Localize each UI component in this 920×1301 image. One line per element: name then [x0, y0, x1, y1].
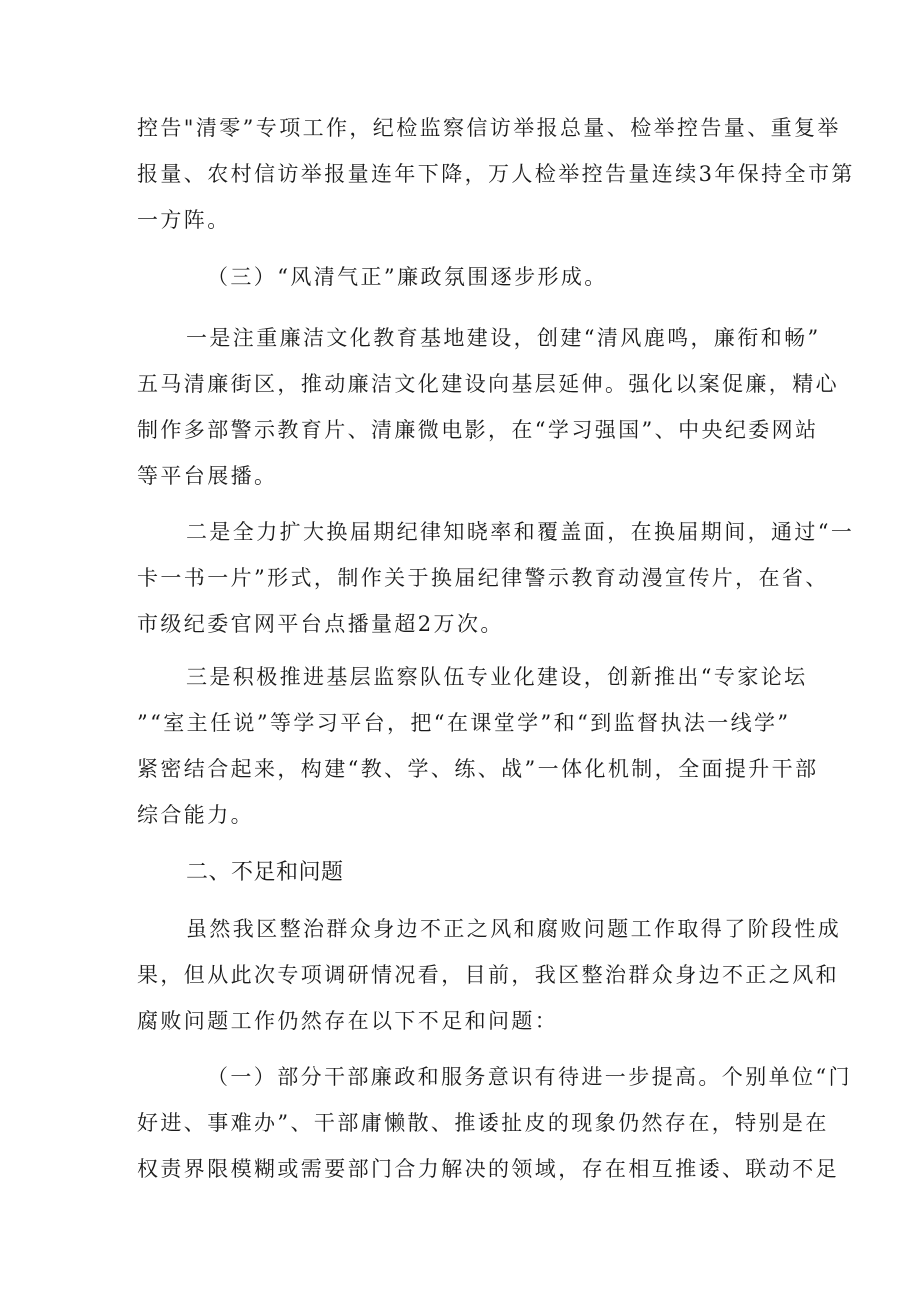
paragraph-line: 二是全力扩大换届期纪律知晓率和覆盖面，在换届期间，通过“一	[186, 520, 855, 544]
paragraph-line: （一）部分干部廉政和服务意识有待进一步提高。个别单位“门	[207, 1065, 852, 1089]
paragraph-line: 制作多部警示教育片、清廉微电影，在“学习强国”、中央纪委网站	[137, 418, 819, 442]
paragraph-line: 一方阵。	[137, 208, 231, 232]
paragraph-line: 紧密结合起来，构建“教、学、练、战”一体化机制，全面提升干部	[137, 757, 819, 781]
paragraph-line: 报量、农村信访举报量连年下降，万人检举控告量连续3年保持全市第	[137, 162, 855, 186]
section-heading: （三）“风清气正”廉政氛围逐步形成。	[207, 265, 608, 289]
chapter-heading: 二、不足和问题	[186, 860, 344, 885]
paragraph-line: 三是积极推进基层监察队伍专业化建设，创新推出“专家论坛	[186, 665, 808, 689]
paragraph-line: 果，但从此次专项调研情况看，目前，我区整治群众身边不正之风和	[137, 963, 839, 987]
paragraph-line: ”“室主任说”等学习平台，把“在课堂学”和“到监督执法一线学”	[137, 711, 791, 735]
paragraph-line: 权责界限模糊或需要部门合力解决的领域，存在相互推诿、联动不足	[137, 1157, 839, 1181]
paragraph-line: 腐败问题工作仍然存在以下不足和问题：	[137, 1009, 559, 1033]
paragraph-line: 综合能力。	[137, 803, 254, 827]
paragraph-line: 等平台展播。	[137, 464, 278, 488]
paragraph-line: 控告"清零”专项工作，纪检监察信访举报总量、检举控告量、重复举	[137, 116, 841, 140]
paragraph-line: 好进、事难办”、干部庸懒散、推诿扯皮的现象仍然存在，特别是在	[137, 1111, 829, 1135]
paragraph-line: 卡一书一片”形式，制作关于换届纪律警示教育动漫宣传片，在省、	[137, 566, 829, 590]
paragraph-line: 五马清廉街区，推动廉洁文化建设向基层延伸。强化以案促廉，精心	[137, 372, 839, 396]
paragraph-line: 虽然我区整治群众身边不正之风和腐败问题工作取得了阶段性成	[186, 917, 842, 941]
paragraph-line: 一是注重廉洁文化教育基地建设，创建“清风鹿鸣，廉衔和畅”	[186, 326, 821, 350]
paragraph-line: 市级纪委官网平台点播量超2万次。	[137, 612, 504, 636]
